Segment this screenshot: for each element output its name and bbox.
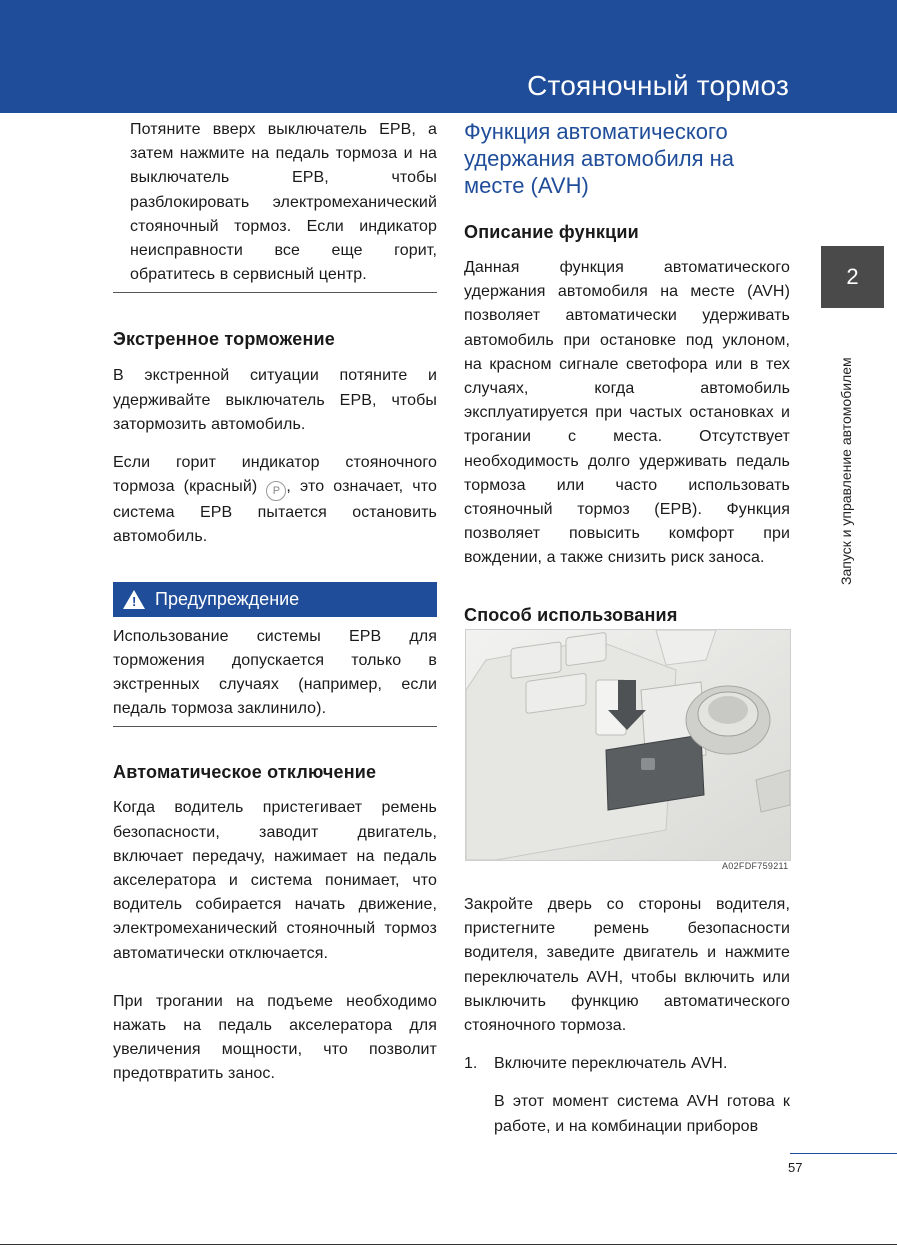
emergency-paragraph-2	[113, 451, 437, 550]
description-heading: Описание функции	[464, 222, 639, 242]
auto-release-heading: Автоматическое отключение	[113, 762, 377, 783]
usage-heading: Способ использования	[464, 604, 678, 625]
right-column	[464, 118, 790, 626]
intro-block	[113, 118, 437, 287]
warning-label: Предупреждение	[155, 588, 300, 609]
page-title: Стояночный тормоз	[527, 70, 789, 101]
left-column	[113, 118, 437, 1087]
right-column-lower	[464, 893, 790, 1139]
description-paragraph: Данная функция автоматического удержания автомобиля на месте (AVH) позволяет автоматически удерживать автомобиль при остановке под уклоном, на красном сигнале светофора или в тех случаях, когда автомобиль эксплуатируется при частых остановках и трогании с места. Отсутствует необходимость долго удерживать педаль тормоза или часто использовать стояночный тормоз (EPB). Функция позволяет повысить комфорт при вождении, а также снизить риск заноса.	[464, 259, 790, 567]
step-number: 1.	[464, 1055, 478, 1073]
warning-triangle-icon: !	[123, 590, 145, 609]
auto-release-paragraph-2: При трогании на подъеме необходимо нажать на педаль акселератора для увеличения мощности, что позволит предотвратить занос.	[113, 992, 437, 1083]
chapter-tab	[821, 246, 884, 308]
bottom-rule	[0, 1244, 897, 1245]
divider	[113, 292, 437, 293]
list-item	[464, 1052, 790, 1139]
page-header	[0, 0, 897, 113]
page-number: 57	[788, 1160, 803, 1175]
divider	[113, 726, 437, 727]
warning-paragraph: Использование системы EPB для торможения допускается только в экстренных случаях (например, если педаль тормоза заклинило).	[113, 627, 437, 718]
emergency-paragraph-1: В экстренной ситуации потяните и удерживайте выключатель EPB, чтобы затормозить автомобиль.	[113, 367, 437, 433]
intro-paragraph: Потяните вверх выключатель EPB, а затем нажмите на педаль тормоза и на выключатель EPB, чтобы разблокировать электромеханический стояночный тормоз. Если индикатор неисправности все еще горит, обратитесь в сервисный центр.	[130, 121, 437, 284]
avh-section-heading: Функция автоматического удержания автомобиля на месте (AVH)	[464, 119, 734, 198]
chapter-title-vertical: Запуск и управление автомобилем	[838, 357, 854, 585]
avh-console-photo	[465, 629, 791, 861]
console-illustration	[466, 630, 790, 860]
footer-rule	[790, 1153, 897, 1154]
step-subtext: В этот момент система AVH готова к работе, и на комбинации приборов	[494, 1093, 790, 1135]
warning-banner	[113, 582, 437, 617]
step-text: Включите переключатель AVH.	[494, 1055, 728, 1073]
usage-paragraph: Закройте дверь со стороны водителя, пристегните ремень безопасности водителя, заведите двигатель и нажмите переключатель AVH, чтобы включить или выключить функцию автоматического стояночного тормоза.	[464, 896, 790, 1035]
usage-steps	[464, 1052, 790, 1139]
emergency-text-after: , это означает, что система EPB пытается остановить автомобиль.	[113, 478, 437, 546]
image-reference-code: A02FDF759211	[722, 861, 789, 871]
emergency-text-before: Если горит индикатор стояночного тормоза (красный)	[113, 454, 437, 496]
emergency-heading: Экстренное торможение	[113, 329, 336, 350]
parking-brake-indicator-icon: P	[266, 481, 286, 501]
auto-release-paragraph-1: Когда водитель пристегивает ремень безопасности, заводит двигатель, включает передачу, нажимает на педаль акселератора и система понимает, что водитель собирается начать движение, электромеханический стояночный тормоз автоматически отключается.	[113, 799, 437, 962]
chapter-number: 2	[846, 264, 859, 289]
